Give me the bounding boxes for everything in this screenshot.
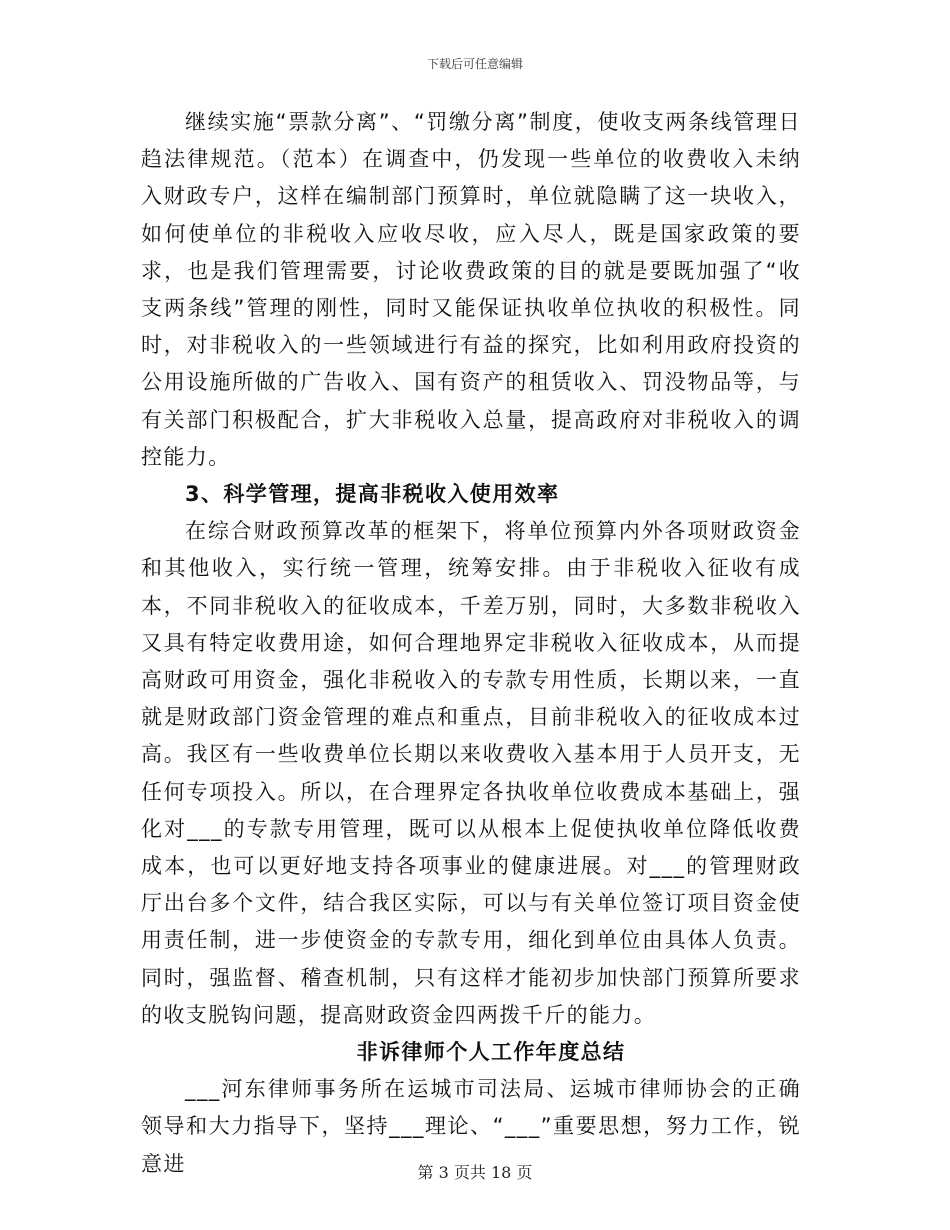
document-title: 非诉律师个人工作年度总结 bbox=[356, 1040, 626, 1065]
section-heading: 3、科学管理，提高非税收入使用效率 bbox=[185, 482, 560, 507]
page-header: 下载后可任意编辑 bbox=[426, 57, 523, 71]
page-footer: 第 3 页共 18 页 bbox=[417, 1163, 533, 1182]
paragraph-lawyer-summary: ___河东律师事务所在运城市司法局、运城市律师协会的正确领导和大力指导下，坚持___理论、“___”重要思想，努力工作，锐意进 bbox=[141, 1077, 801, 1176]
paragraph-scientific-management: 在综合财政预算改革的框架下，将单位预算内外各项财政资金和其他收入，实行统一管理，统筹安排。由于非税收入征收有成本，不同非税收入的征收成本，千差万别，同时，大多数非税收入又具有特定收费用途，如何合理地界定非税收入征收成本，从而提高财政可用资金，强化非税收入的专款专用性质，长期以来，一直就是财政部门资金管理的难点和重点，目前非税收入的征收成本过高。我区有一些收费单位长期以来收费收入基本用于人员开支，无任何专项投入。所以，在合理界定各执收单位收费成本基础上，强化对___的专款专用管理，既可以从根本上促使执收单位降低收费成本，也可以更好地支持各项事业的健康进展。对___的管理财政厅出台多个文件，结合我区实际，可以与有关单位签订项目资金使用责任制，进一步使资金的专款专用，细化到单位由具体人负责。同时，强监督、稽查机制，只有这样才能初步加快部门预算所要求的收支脱钩问题，提高财政资金四两拨千斤的能力。 bbox=[141, 519, 801, 1027]
paragraph-non-tax-revenue-management: 继续实施“票款分离”、“罚缴分离”制度，使收支两条线管理日趋法律规范。（范本）在调查中，仍发现一些单位的收费收入未纳入财政专户，这样在编制部门预算时，单位就隐瞒了这一块收入，如何使单位的非税收入应收尽收，应入尽人，既是国家政策的要求，也是我们管理需要，讨论收费政策的目的就是要既加强了“收支两条线”管理的刚性，同时又能保证执收单位执收的积极性。同时，对非税收入的一些领域进行有益的探究，比如利用政府投资的公用设施所做的广告收入、国有资产的租赁收入、罚没物品等，与有关部门积极配合，扩大非税收入总量，提高政府对非税收入的调控能力。 bbox=[141, 110, 801, 469]
document-body bbox=[141, 104, 801, 1183]
